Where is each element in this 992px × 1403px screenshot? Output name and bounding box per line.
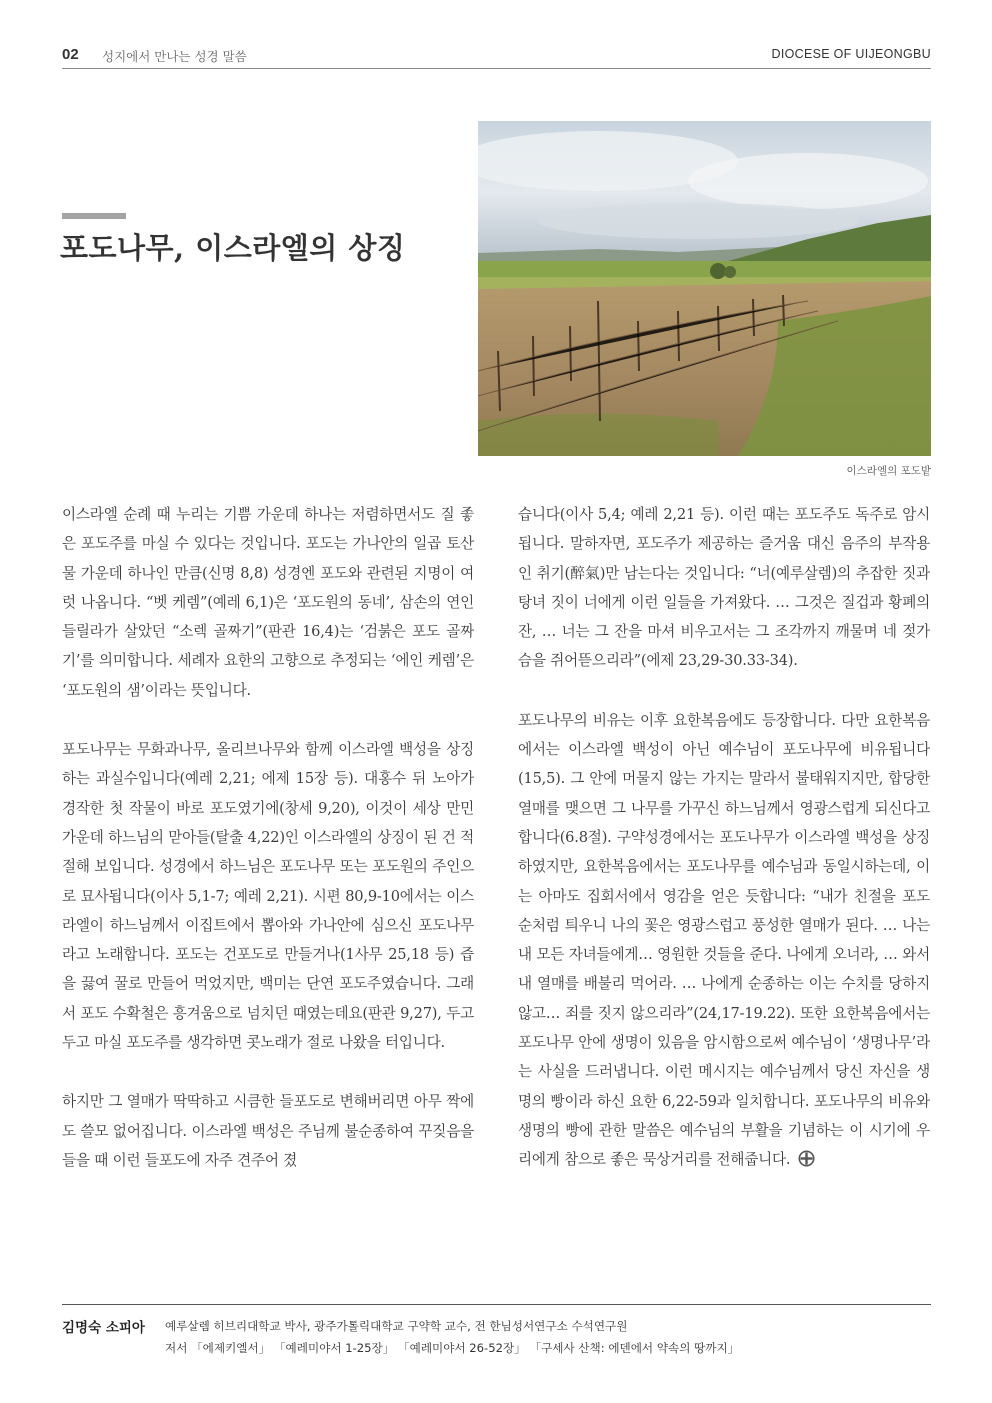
author-bio: 예루살렘 히브리대학교 박사, 광주가톨릭대학교 구약학 교수, 전 한님성서연구소 수석연구원	[165, 1319, 628, 1333]
section-title: 성지에서 만나는 성경 말씀	[102, 49, 247, 64]
photo-caption: 이스라엘의 포도밭	[846, 465, 931, 477]
cross-circle-icon	[798, 1148, 815, 1177]
paragraph: 습니다(이사 5,4; 예레 2,21 등). 이런 때는 포도주도 독주로 암시됩니다. 말하자면, 포도주가 제공하는 즐거움 대신 음주의 부작용인 취기(醉氣)만 남는다는 것입니다: “너(예루살렘)의 추잡한 짓과 탕녀 짓이 너에게 이런 일들을 가져왔다. … 그것은 질겁과 황폐의 잔, … 너는 그 잔을 마셔 비우고서는 그 조각까지 깨물며 네 젖가슴을 쥐어뜯으리라”(에제 23,29-30.33-34).	[518, 506, 930, 670]
page-number: 02	[62, 46, 79, 63]
title-accent-bar	[62, 213, 126, 219]
paragraph: 이스라엘 순례 때 누리는 기쁨 가운데 하나는 저렴하면서도 질 좋은 포도주를 마실 수 있다는 것입니다. 포도는 가나안의 일곱 토산물 가운데 하나인 만큼(신명 8,8) 성경엔 포도와 관련된 지명이 여럿 나옵니다. “벳 케렘”(예레 6,1)은 ‘포도원의 동네’, 삼손의 연인 들릴라가 살았던 “소렉 골짜기”(판관 16,4)는 ‘검붉은 포도 골짜기’를 의미합니다. 세례자 요한의 고향으로 추정되는 ‘에인 케렘’은 ‘포도원의 샘’이라는 뜻입니다.	[62, 506, 474, 699]
article-right-column	[518, 500, 930, 1208]
page-header	[62, 44, 931, 69]
publisher-name: DIOCESE OF UIJEONGBU	[771, 47, 931, 61]
paragraph-text: 포도나무의 비유는 이후 요한복음에도 등장합니다. 다만 요한복음에서는 이스라엘 백성이 아닌 예수님이 포도나무에 비유됩니다(15,5). 그 안에 머물지 않는 가지는 말라서 불태워지지만, 합당한 열매를 맺으면 그 나무를 가꾸신 하느님께서 영광스럽게 되신다고 합니다(6.8절). 구약성경에서는 포도나무가 이스라엘 백성을 상징하였지만, 요한복음에서는 포도나무를 예수님과 동일시하는데, 이는 아마도 집회서에서 영감을 얻은 듯합니다: “내가 친절을 포도 순처럼 틔우니 나의 꽃은 영광스럽고 풍성한 열매가 된다. … 나는 내 모든 자녀들에게… 영원한 것들을 준다. 나에게 오너라, … 와서 내 열매를 배불리 먹어라. … 나에게 순종하는 이는 수치를 당하지 않고… 죄를 짓지 않으리라”(24,17-19.22). 또한 요한복음에서는 포도나무 안에 생명이 있음을 암시함으로써 예수님이 ‘생명나무’라는 사실을 드러냅니다. 이런 메시지는 예수님께서 당신 자신을 생명의 빵이라 하신 요한 6,22-59과 일치합니다. 포도나무의 비유와 생명의 빵에 관한 말씀은 예수님의 부활을 기념하는 이 시기에 우리에게 참으로 좋은 묵상거리를 전해줍니다.	[518, 711, 930, 1169]
vineyard-photo	[478, 121, 931, 456]
footer-rule	[62, 1304, 931, 1305]
article-title: 포도나무, 이스라엘의 상징	[60, 231, 406, 265]
author-publications: 저서 「에제키엘서」 「예레미야서 1-25장」 「예레미야서 26-52장」 「구세사 산책: 에덴에서 약속의 땅까지」	[165, 1341, 740, 1355]
author-name: 김명숙 소피아	[62, 1320, 145, 1336]
paragraph-final	[518, 706, 930, 1178]
article-left-column	[62, 500, 474, 1205]
paragraph: 포도나무는 무화과나무, 올리브나무와 함께 이스라엘 백성을 상징하는 과실수입니다(예레 2,21; 에제 15장 등). 대홍수 뒤 노아가 경작한 첫 작물이 바로 포도였기에(창세 9,20), 이것이 세상 만민 가운데 하느님의 맏아들(탈출 4,22)인 이스라엘의 상징이 된 건 적절해 보입니다. 성경에서 하느님은 포도나무 또는 포도원의 주인으로 묘사됩니다(이사 5,1-7; 예레 2,21). 시편 80,9-10에서는 이스라엘이 하느님께서 이집트에서 뽑아와 가나안에 심으신 포도나무라고 노래합니다. 포도는 건포도로 만들거나(1사무 25,18 등) 즙을 끓여 꿀로 만들어 먹었지만, 백미는 단연 포도주였습니다. 그래서 포도 수확철은 흥겨움으로 넘치던 때였는데요(판관 9,27), 두고두고 마실 포도주를 생각하면 콧노래가 절로 나왔을 터입니다.	[62, 741, 474, 1052]
paragraph: 하지만 그 열매가 딱딱하고 시큼한 들포도로 변해버리면 아무 짝에도 쓸모 없어집니다. 이스라엘 백성은 주님께 불순종하여 꾸짖음을 들을 때 이런 들포도에 자주 견주어 졌	[62, 1093, 474, 1169]
